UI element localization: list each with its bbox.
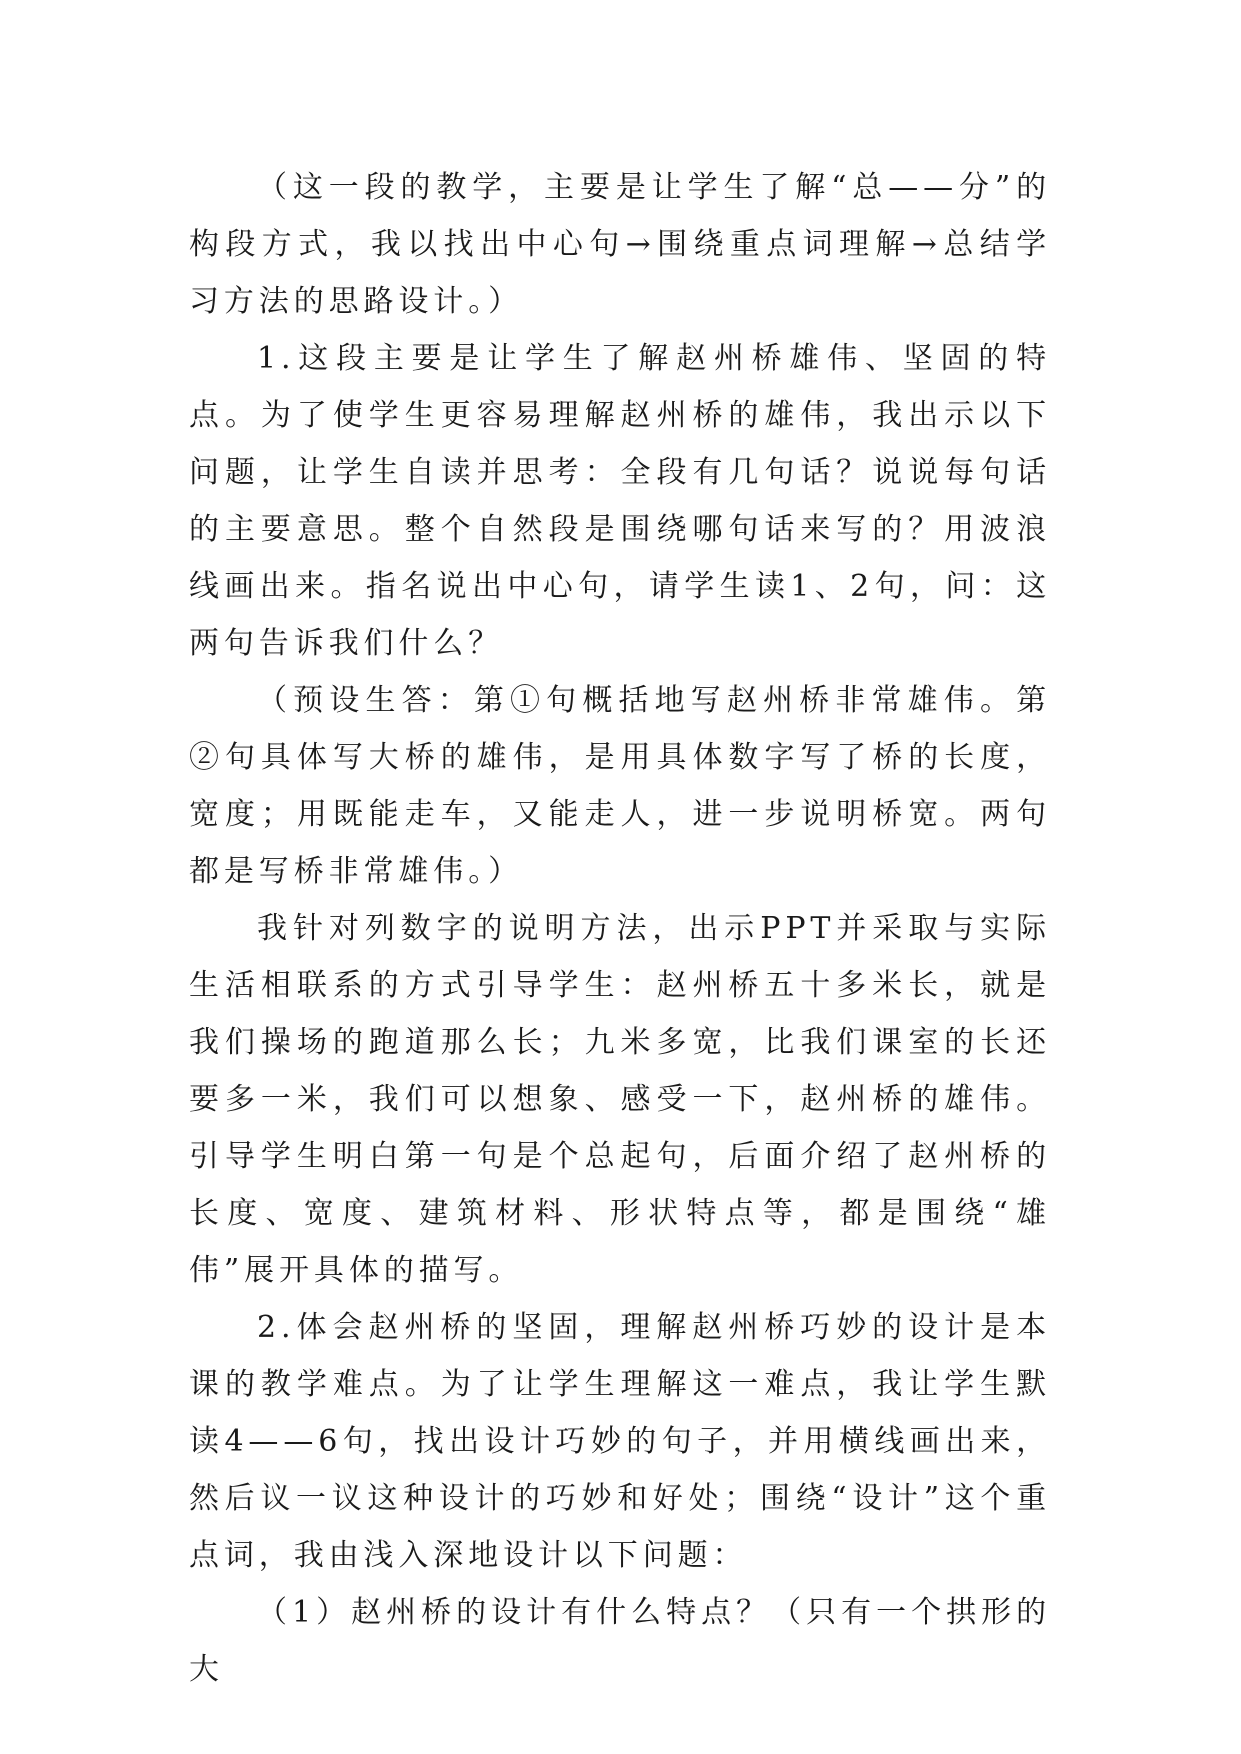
paragraph-preset-answer: （预设生答：第①句概括地写赵州桥非常雄伟。第②句具体写大桥的雄伟，是用具体数字写了桥的长度，宽度；用既能走车，又能走人，进一步说明桥宽。两句都是写桥非常雄伟。） bbox=[189, 683, 1051, 889]
paragraph-question-1: （1）赵州桥的设计有什么特点？（只有一个拱形的大 bbox=[189, 1595, 1051, 1687]
paragraph-point-1-majestic: 1.这段主要是让学生了解赵州桥雄伟、坚固的特点。为了使学生更容易理解赵州桥的雄伟，我出示以下问题，让学生自读并思考：全段有几句话？说说每句话的主要意思。整个自然段是围绕哪句话来写的？用波浪线画出来。指名说出中心句，请学生读1、2句，问：这两句告诉我们什么？ bbox=[189, 341, 1051, 661]
paragraph-teaching-design-note: （这一段的教学，主要是让学生了解“总——分”的构段方式，我以找出中心句→围绕重点词理解→总结学习方法的思路设计。） bbox=[189, 170, 1051, 319]
document-page bbox=[189, 159, 1051, 1698]
paragraph-number-explanation: 我针对列数字的说明方法，出示PPT并采取与实际生活相联系的方式引导学生：赵州桥五十多米长，就是我们操场的跑道那么长；九米多宽，比我们课室的长还要多一米，我们可以想象、感受一下，赵州桥的雄伟。引导学生明白第一句是个总起句，后面介绍了赵州桥的长度、宽度、建筑材料、形状特点等，都是围绕“雄伟”展开具体的描写。 bbox=[189, 911, 1051, 1288]
paragraph-point-2-sturdy: 2.体会赵州桥的坚固，理解赵州桥巧妙的设计是本课的教学难点。为了让学生理解这一难点，我让学生默读4——6句，找出设计巧妙的句子，并用横线画出来，然后议一议这种设计的巧妙和好处；围绕“设计”这个重点词，我由浅入深地设计以下问题： bbox=[189, 1310, 1051, 1573]
